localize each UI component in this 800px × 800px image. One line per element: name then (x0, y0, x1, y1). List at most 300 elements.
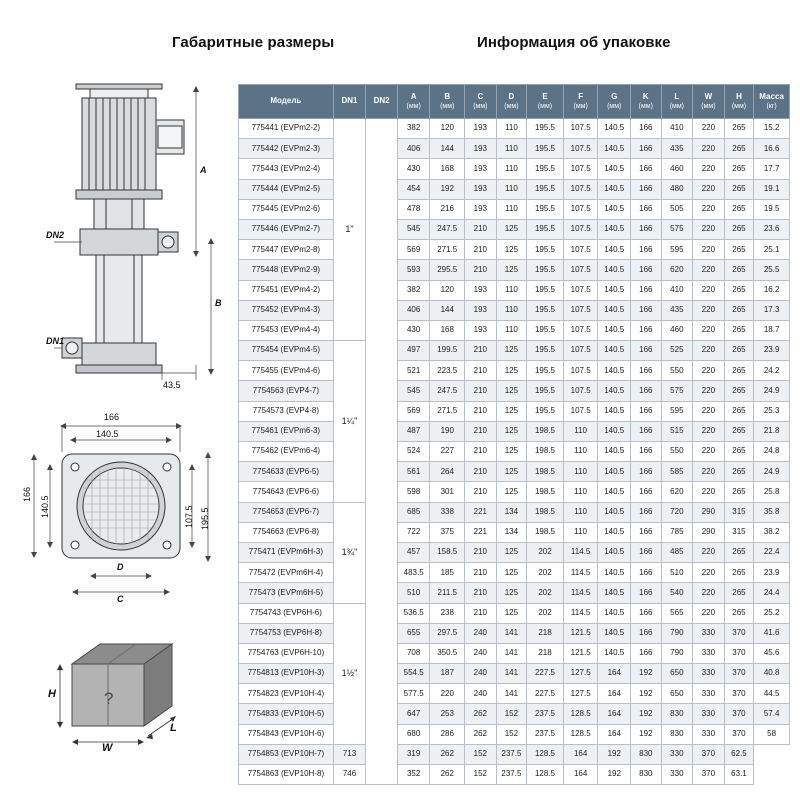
cell-h: 265 (724, 119, 754, 139)
cell-l: 790 (661, 643, 693, 663)
cell-b: 158.5 (430, 542, 465, 562)
cell-b: 286 (430, 724, 465, 744)
dimension-140-5-top: 140.5 (96, 429, 119, 439)
cell-l: 650 (661, 684, 693, 704)
table-row (239, 159, 790, 179)
cell-g: 164 (563, 744, 598, 764)
cell-l: 790 (661, 623, 693, 643)
specifications-table (238, 84, 790, 785)
cell-d: 125 (496, 240, 527, 260)
cell-mass: 24.8 (754, 442, 790, 462)
cell-b: 271.5 (430, 401, 465, 421)
cell-g: 140.5 (598, 139, 631, 159)
cell-h: 370 (724, 684, 754, 704)
cell-c: 210 (465, 482, 497, 502)
cell-h: 370 (693, 744, 725, 764)
cell-f: 110 (563, 482, 598, 502)
cell-d: 110 (496, 159, 527, 179)
cell-g: 140.5 (598, 361, 631, 381)
cell-c: 193 (465, 179, 497, 199)
cell-c: 240 (465, 684, 497, 704)
table-row (239, 442, 790, 462)
cell-w: 330 (693, 704, 725, 724)
cell-model: 7754633 (EVP6-5) (239, 462, 334, 482)
cell-g: 140.5 (598, 199, 631, 219)
cell-w: 330 (693, 623, 725, 643)
cell-mass: 45.6 (754, 643, 790, 663)
cell-b: 264 (430, 462, 465, 482)
cell-l: 830 (661, 704, 693, 724)
cell-b: 223.5 (430, 361, 465, 381)
cell-b: 352 (397, 765, 430, 785)
cell-w: 220 (693, 603, 725, 623)
cell-h: 265 (724, 542, 754, 562)
cell-f: 107.5 (563, 320, 598, 340)
cell-model: 775443 (EVPm2-4) (239, 159, 334, 179)
col-header-k: K (мм) (631, 85, 662, 119)
cell-k: 192 (631, 664, 662, 684)
cell-f: 127.5 (563, 664, 598, 684)
cell-d: 134 (496, 522, 527, 542)
cell-model: 775446 (EVPm2-7) (239, 219, 334, 239)
cell-f: 128.5 (563, 724, 598, 744)
cell-mass: 58 (754, 724, 790, 744)
cell-c: 240 (465, 623, 497, 643)
cell-d: 152 (465, 744, 497, 764)
cell-k: 166 (631, 522, 662, 542)
cell-mass: 17.3 (754, 300, 790, 320)
cell-c: 193 (465, 139, 497, 159)
cell-w: 220 (693, 260, 725, 280)
cell-f: 107.5 (563, 159, 598, 179)
cell-mass: 44.5 (754, 684, 790, 704)
cell-mass: 25.5 (754, 260, 790, 280)
label-box-h: H (48, 688, 56, 700)
cell-c: 210 (465, 401, 497, 421)
table-row (239, 179, 790, 199)
cell-c: 210 (465, 260, 497, 280)
cell-mass: 24.9 (754, 462, 790, 482)
cell-a: 577.5 (397, 684, 430, 704)
cell-a: 598 (397, 482, 430, 502)
cell-w: 220 (693, 240, 725, 260)
cell-h: 370 (724, 643, 754, 663)
cell-w: 220 (693, 442, 725, 462)
label-dn1: DN1 (46, 336, 65, 346)
cell-l: 575 (661, 381, 693, 401)
cell-e: 237.5 (527, 704, 564, 724)
cell-g: 140.5 (598, 300, 631, 320)
cell-w: 330 (693, 684, 725, 704)
cell-h: 315 (724, 522, 754, 542)
cell-e: 198.5 (527, 421, 564, 441)
cell-d: 110 (496, 139, 527, 159)
dimension-166-side: 166 (22, 486, 32, 502)
cell-c: 193 (465, 159, 497, 179)
cell-d: 125 (496, 401, 527, 421)
cell-w: 220 (693, 381, 725, 401)
cell-l: 620 (661, 482, 693, 502)
cell-w: 220 (693, 119, 725, 139)
cell-e: 198.5 (527, 482, 564, 502)
cell-w: 330 (693, 643, 725, 663)
table-row (239, 300, 790, 320)
cell-a: 454 (397, 179, 430, 199)
label-box-l: L (170, 722, 177, 734)
dimension-43-5: 43.5 (163, 380, 181, 390)
cell-mass: 63.1 (724, 765, 754, 785)
cell-mass: 16.6 (754, 139, 790, 159)
cell-mass: 25.8 (754, 482, 790, 502)
drawings-column (0, 70, 236, 770)
cell-mass: 25.2 (754, 603, 790, 623)
cell-a: 647 (397, 704, 430, 724)
table-row (239, 381, 790, 401)
cell-d: 125 (496, 341, 527, 361)
cell-g: 140.5 (598, 462, 631, 482)
col-header-e: E (мм) (527, 85, 564, 119)
cell-a: 680 (397, 724, 430, 744)
col-header-mass: Масса (кг) (754, 85, 790, 119)
cell-model: 775455 (EVPm4-6) (239, 361, 334, 381)
cell-e: 195.5 (527, 179, 564, 199)
cell-model: 775444 (EVPm2-5) (239, 179, 334, 199)
table-row (239, 401, 790, 421)
cell-f: 107.5 (563, 300, 598, 320)
cell-b: 144 (430, 300, 465, 320)
cell-g: 164 (598, 724, 631, 744)
cell-h: 370 (693, 765, 725, 785)
cell-l: 410 (661, 119, 693, 139)
cell-model: 775448 (EVPm2-9) (239, 260, 334, 280)
cell-b: 301 (430, 482, 465, 502)
cell-c: 210 (465, 563, 497, 583)
cell-h: 265 (724, 462, 754, 482)
cell-l: 485 (661, 542, 693, 562)
cell-k: 166 (631, 361, 662, 381)
cell-d: 125 (496, 260, 527, 280)
cell-mass: 40.8 (754, 664, 790, 684)
cell-mass: 62.5 (724, 744, 754, 764)
cell-e: 202 (527, 563, 564, 583)
table-row (239, 563, 790, 583)
cell-e: 198.5 (527, 502, 564, 522)
cell-h: 265 (724, 381, 754, 401)
cell-b: 220 (430, 684, 465, 704)
table-row (239, 199, 790, 219)
cell-k: 192 (631, 724, 662, 744)
cell-g: 140.5 (598, 502, 631, 522)
cell-model: 775441 (EVPm2-2) (239, 119, 334, 139)
cell-d: 125 (496, 219, 527, 239)
cell-c: 210 (465, 219, 497, 239)
cell-h: 265 (724, 300, 754, 320)
table-body (239, 119, 790, 785)
table-row (239, 482, 790, 502)
cell-w: 330 (693, 664, 725, 684)
cell-d: 125 (496, 381, 527, 401)
cell-b: 350.5 (430, 643, 465, 663)
cell-f: 121.5 (563, 643, 598, 663)
cell-k: 166 (631, 139, 662, 159)
cell-e: 195.5 (527, 361, 564, 381)
cell-d: 134 (496, 502, 527, 522)
col-header-d: D (мм) (496, 85, 527, 119)
cell-l: 830 (631, 765, 662, 785)
cell-e: 195.5 (527, 320, 564, 340)
cell-mass: 23.9 (754, 341, 790, 361)
label-c: C (117, 594, 124, 604)
cell-h: 265 (724, 583, 754, 603)
table-row (239, 724, 790, 744)
cell-k: 166 (631, 542, 662, 562)
cell-a: 382 (397, 280, 430, 300)
cell-a: 430 (397, 159, 430, 179)
cell-a: 685 (397, 502, 430, 522)
cell-g: 140.5 (598, 280, 631, 300)
cell-h: 265 (724, 603, 754, 623)
cell-w: 220 (693, 563, 725, 583)
cell-model: 775454 (EVPm4-5) (239, 341, 334, 361)
cell-k: 166 (631, 623, 662, 643)
col-header-dn2: DN2 (366, 85, 398, 119)
cell-b: 319 (397, 744, 430, 764)
cell-model: 7754833 (EVP10H-5) (239, 704, 334, 724)
cell-l: 830 (661, 724, 693, 744)
cell-f: 110 (563, 421, 598, 441)
cell-mass: 16.2 (754, 280, 790, 300)
cell-model: 775472 (EVPm6H-4) (239, 563, 334, 583)
cell-f: 107.5 (563, 240, 598, 260)
cell-b: 185 (430, 563, 465, 583)
col-header-f: F (мм) (563, 85, 598, 119)
cell-d: 125 (496, 583, 527, 603)
cell-a: 713 (333, 744, 366, 764)
cell-e: 195.5 (527, 280, 564, 300)
cell-mass: 17.7 (754, 159, 790, 179)
cell-b: 295.5 (430, 260, 465, 280)
cell-k: 166 (631, 583, 662, 603)
cell-w: 220 (693, 462, 725, 482)
cell-model: 7754823 (EVP10H-4) (239, 684, 334, 704)
cell-f: 107.5 (563, 179, 598, 199)
cell-model: 775442 (EVPm2-3) (239, 139, 334, 159)
cell-e: 218 (527, 643, 564, 663)
cell-k: 166 (631, 603, 662, 623)
cell-g: 140.5 (598, 482, 631, 502)
cell-h: 265 (724, 401, 754, 421)
cell-h: 265 (724, 442, 754, 462)
cell-mass: 22.4 (754, 542, 790, 562)
col-header-model: Модель (239, 85, 334, 119)
table-row (239, 421, 790, 441)
cell-e: 198.5 (527, 442, 564, 462)
cell-c: 210 (465, 240, 497, 260)
cell-b: 120 (430, 119, 465, 139)
cell-d: 110 (496, 300, 527, 320)
cell-k: 166 (631, 260, 662, 280)
cell-w: 290 (693, 522, 725, 542)
table-row (239, 219, 790, 239)
cell-f: 107.5 (563, 139, 598, 159)
cell-h: 265 (724, 139, 754, 159)
cell-h: 370 (724, 623, 754, 643)
cell-w: 220 (693, 361, 725, 381)
cell-k: 192 (598, 765, 631, 785)
cell-k: 166 (631, 462, 662, 482)
cell-dn1-group: 1" (333, 119, 366, 341)
dimension-140-5-side: 140.5 (40, 495, 50, 518)
cell-b: 168 (430, 320, 465, 340)
cell-e: 195.5 (527, 199, 564, 219)
table-row (239, 643, 790, 663)
cell-c: 262 (465, 704, 497, 724)
cell-c: 210 (465, 341, 497, 361)
cell-a: 569 (397, 401, 430, 421)
cell-f: 110 (563, 522, 598, 542)
cell-b: 338 (430, 502, 465, 522)
cell-c: 210 (465, 603, 497, 623)
cell-c: 210 (465, 462, 497, 482)
cell-l: 565 (661, 603, 693, 623)
cell-a: 708 (397, 643, 430, 663)
cell-w: 220 (693, 482, 725, 502)
table-row (239, 280, 790, 300)
cell-b: 192 (430, 179, 465, 199)
cell-f: 107.5 (563, 381, 598, 401)
table-row (239, 361, 790, 381)
cell-g: 140.5 (598, 583, 631, 603)
cell-w: 220 (693, 280, 725, 300)
cell-e: 195.5 (527, 300, 564, 320)
cell-dn2-group (366, 119, 398, 785)
cell-mass: 25.1 (754, 240, 790, 260)
cell-f: 114.5 (563, 603, 598, 623)
cell-l: 435 (661, 139, 693, 159)
cell-h: 265 (724, 260, 754, 280)
cell-e: 195.5 (527, 159, 564, 179)
cell-g: 140.5 (598, 240, 631, 260)
cell-a: 521 (397, 361, 430, 381)
cell-d: 152 (496, 724, 527, 744)
cell-a: 382 (397, 119, 430, 139)
cell-e: 195.5 (527, 341, 564, 361)
cell-l: 650 (661, 664, 693, 684)
label-b: B (215, 298, 222, 308)
cell-c: 193 (465, 320, 497, 340)
table-row (239, 744, 790, 764)
cell-d: 125 (496, 542, 527, 562)
cell-k: 166 (631, 219, 662, 239)
cell-model: 7754753 (EVP6H-8) (239, 623, 334, 643)
cell-l: 540 (661, 583, 693, 603)
cell-e: 202 (527, 603, 564, 623)
table-row (239, 623, 790, 643)
col-header-g: G (мм) (598, 85, 631, 119)
dimension-107-5: 107.5 (184, 505, 194, 528)
cell-f: 107.5 (563, 199, 598, 219)
cell-h: 265 (724, 421, 754, 441)
svg-text:?: ? (104, 689, 114, 708)
cell-mass: 38.2 (754, 522, 790, 542)
cell-model: 7754843 (EVP10H-6) (239, 724, 334, 744)
cell-l: 410 (661, 280, 693, 300)
cell-a: 430 (397, 320, 430, 340)
cell-a: 510 (397, 583, 430, 603)
cell-f: 107.5 (563, 219, 598, 239)
cell-e: 195.5 (527, 260, 564, 280)
cell-l: 550 (661, 361, 693, 381)
cell-l: 575 (661, 219, 693, 239)
cell-f: 107.5 (563, 361, 598, 381)
cell-mass: 19.1 (754, 179, 790, 199)
cell-d: 110 (496, 119, 527, 139)
cell-d: 141 (496, 643, 527, 663)
cell-l: 525 (661, 341, 693, 361)
cell-k: 166 (631, 179, 662, 199)
cell-k: 166 (631, 341, 662, 361)
cell-a: 457 (397, 542, 430, 562)
cell-d: 125 (496, 462, 527, 482)
cell-c: 193 (465, 280, 497, 300)
cell-c: 210 (465, 583, 497, 603)
cell-h: 315 (724, 502, 754, 522)
cell-f: 110 (563, 502, 598, 522)
cell-w: 220 (693, 300, 725, 320)
cell-d: 141 (496, 684, 527, 704)
cell-b: 253 (430, 704, 465, 724)
cell-l: 620 (661, 260, 693, 280)
cell-d: 110 (496, 280, 527, 300)
col-header-h: H (мм) (724, 85, 754, 119)
cell-l: 585 (661, 462, 693, 482)
table-row (239, 139, 790, 159)
table-row (239, 522, 790, 542)
cell-mass: 25.3 (754, 401, 790, 421)
cell-e: 195.5 (527, 381, 564, 401)
cell-w: 220 (693, 199, 725, 219)
cell-k: 192 (631, 684, 662, 704)
dimension-166-top: 166 (104, 412, 120, 422)
cell-k: 166 (631, 240, 662, 260)
cell-d: 152 (465, 765, 497, 785)
cell-g: 140.5 (598, 542, 631, 562)
cell-model: 775445 (EVPm2-6) (239, 199, 334, 219)
cell-g: 140.5 (598, 320, 631, 340)
cell-b: 211.5 (430, 583, 465, 603)
cell-c: 210 (465, 361, 497, 381)
cell-g: 140.5 (598, 341, 631, 361)
cell-model: 7754853 (EVP10H-7) (239, 744, 334, 764)
cell-b: 375 (430, 522, 465, 542)
cell-l: 435 (661, 300, 693, 320)
cell-h: 265 (724, 482, 754, 502)
cell-a: 722 (397, 522, 430, 542)
cell-mass: 23.9 (754, 563, 790, 583)
cell-c: 262 (465, 724, 497, 744)
cell-w: 220 (693, 542, 725, 562)
cell-c: 193 (465, 300, 497, 320)
cell-b: 187 (430, 664, 465, 684)
cell-mass: 24.2 (754, 361, 790, 381)
table-row (239, 542, 790, 562)
table-row (239, 462, 790, 482)
cell-h: 265 (724, 563, 754, 583)
table-row (239, 603, 790, 623)
table-row (239, 320, 790, 340)
cell-a: 406 (397, 300, 430, 320)
cell-k: 166 (631, 442, 662, 462)
